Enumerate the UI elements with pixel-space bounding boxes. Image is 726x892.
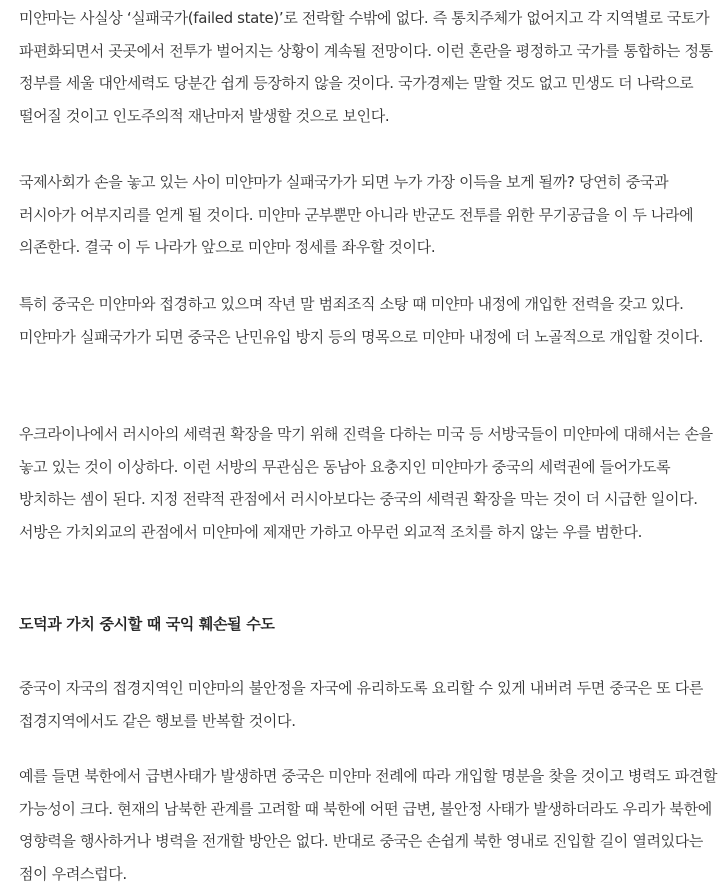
- article-paragraph-5: 중국이 자국의 접경지역인 미얀마의 불안정을 자국에 유리하도록 요리할 수 있게 내버려 두면 중국은 또 다른 접경지역에서도 같은 행보를 반복할 것이다.: [19, 679, 704, 730]
- article-paragraph-4: 우크라이나에서 러시아의 세력권 확장을 막기 위해 진력을 다하는 미국 등 서방국들이 미얀마에 대해서는 손을 놓고 있는 것이 이상하다. 이런 서방의 무관심은 동남아 요충지인 미얀마가 중국의 세력권에 들어가도록 방치하는 셈이 된다. 지정 전략적 관점에서 러시아보다는 중국의 세력권 확장을 막는 것이 더 시급한 일이다. 서방은 가치외교의 관점에서 미얀마에 제재만 가하고 아무런 외교적 조치를 하지 않는 우를 범한다.: [19, 425, 713, 541]
- article-paragraph-1: 미얀마는 사실상 ‘실패국가(failed state)’로 전락할 수밖에 없다. 즉 통치주체가 없어지고 각 지역별로 국토가 파편화되면서 곳곳에서 전투가 벌어지는 상황이 계속될 전망이다. 이런 혼란을 평정하고 국가를 통합하는 정통 정부를 세울 대안세력도 당분간 쉽게 등장하지 않을 것이다. 국가경제는 말할 것도 없고 민생도 더 나락으로 떨어질 것이고 인도주의적 재난마저 발생할 것으로 보인다.: [19, 9, 713, 125]
- article-paragraph-3: 특히 중국은 미얀마와 접경하고 있으며 작년 말 범죄조직 소탕 때 미얀마 내정에 개입한 전력을 갖고 있다. 미얀마가 실패국가가 되면 중국은 난민유입 방지 등의 명목으로 미얀마 내정에 더 노골적으로 개입할 것이다.: [19, 295, 704, 346]
- article-paragraph-6: 예를 들면 북한에서 급변사태가 발생하면 중국은 미얀마 전례에 따라 개입할 명분을 찾을 것이고 병력도 파견할 가능성이 크다. 현재의 남북한 관계를 고려할 때 북한에 어떤 급변, 불안정 사태가 발생하더라도 우리가 북한에 영향력을 행사하거나 병력을 전개할 방안은 없다. 반대로 중국은 손쉽게 북한 영내로 진입할 길이 열려있다는 점이 우려스럽다.: [19, 767, 718, 883]
- article-paragraph-2: 국제사회가 손을 놓고 있는 사이 미얀마가 실패국가가 되면 누가 가장 이득을 보게 될까? 당연히 중국과 러시아가 어부지리를 얻게 될 것이다. 미얀마 군부뿐만 아니라 반군도 전투를 위한 무기공급을 이 두 나라에 의존한다. 결국 이 두 나라가 앞으로 미얀마 정세를 좌우할 것이다.: [19, 173, 694, 256]
- article-subheading: 도덕과 가치 중시할 때 국익 훼손될 수도: [19, 615, 275, 633]
